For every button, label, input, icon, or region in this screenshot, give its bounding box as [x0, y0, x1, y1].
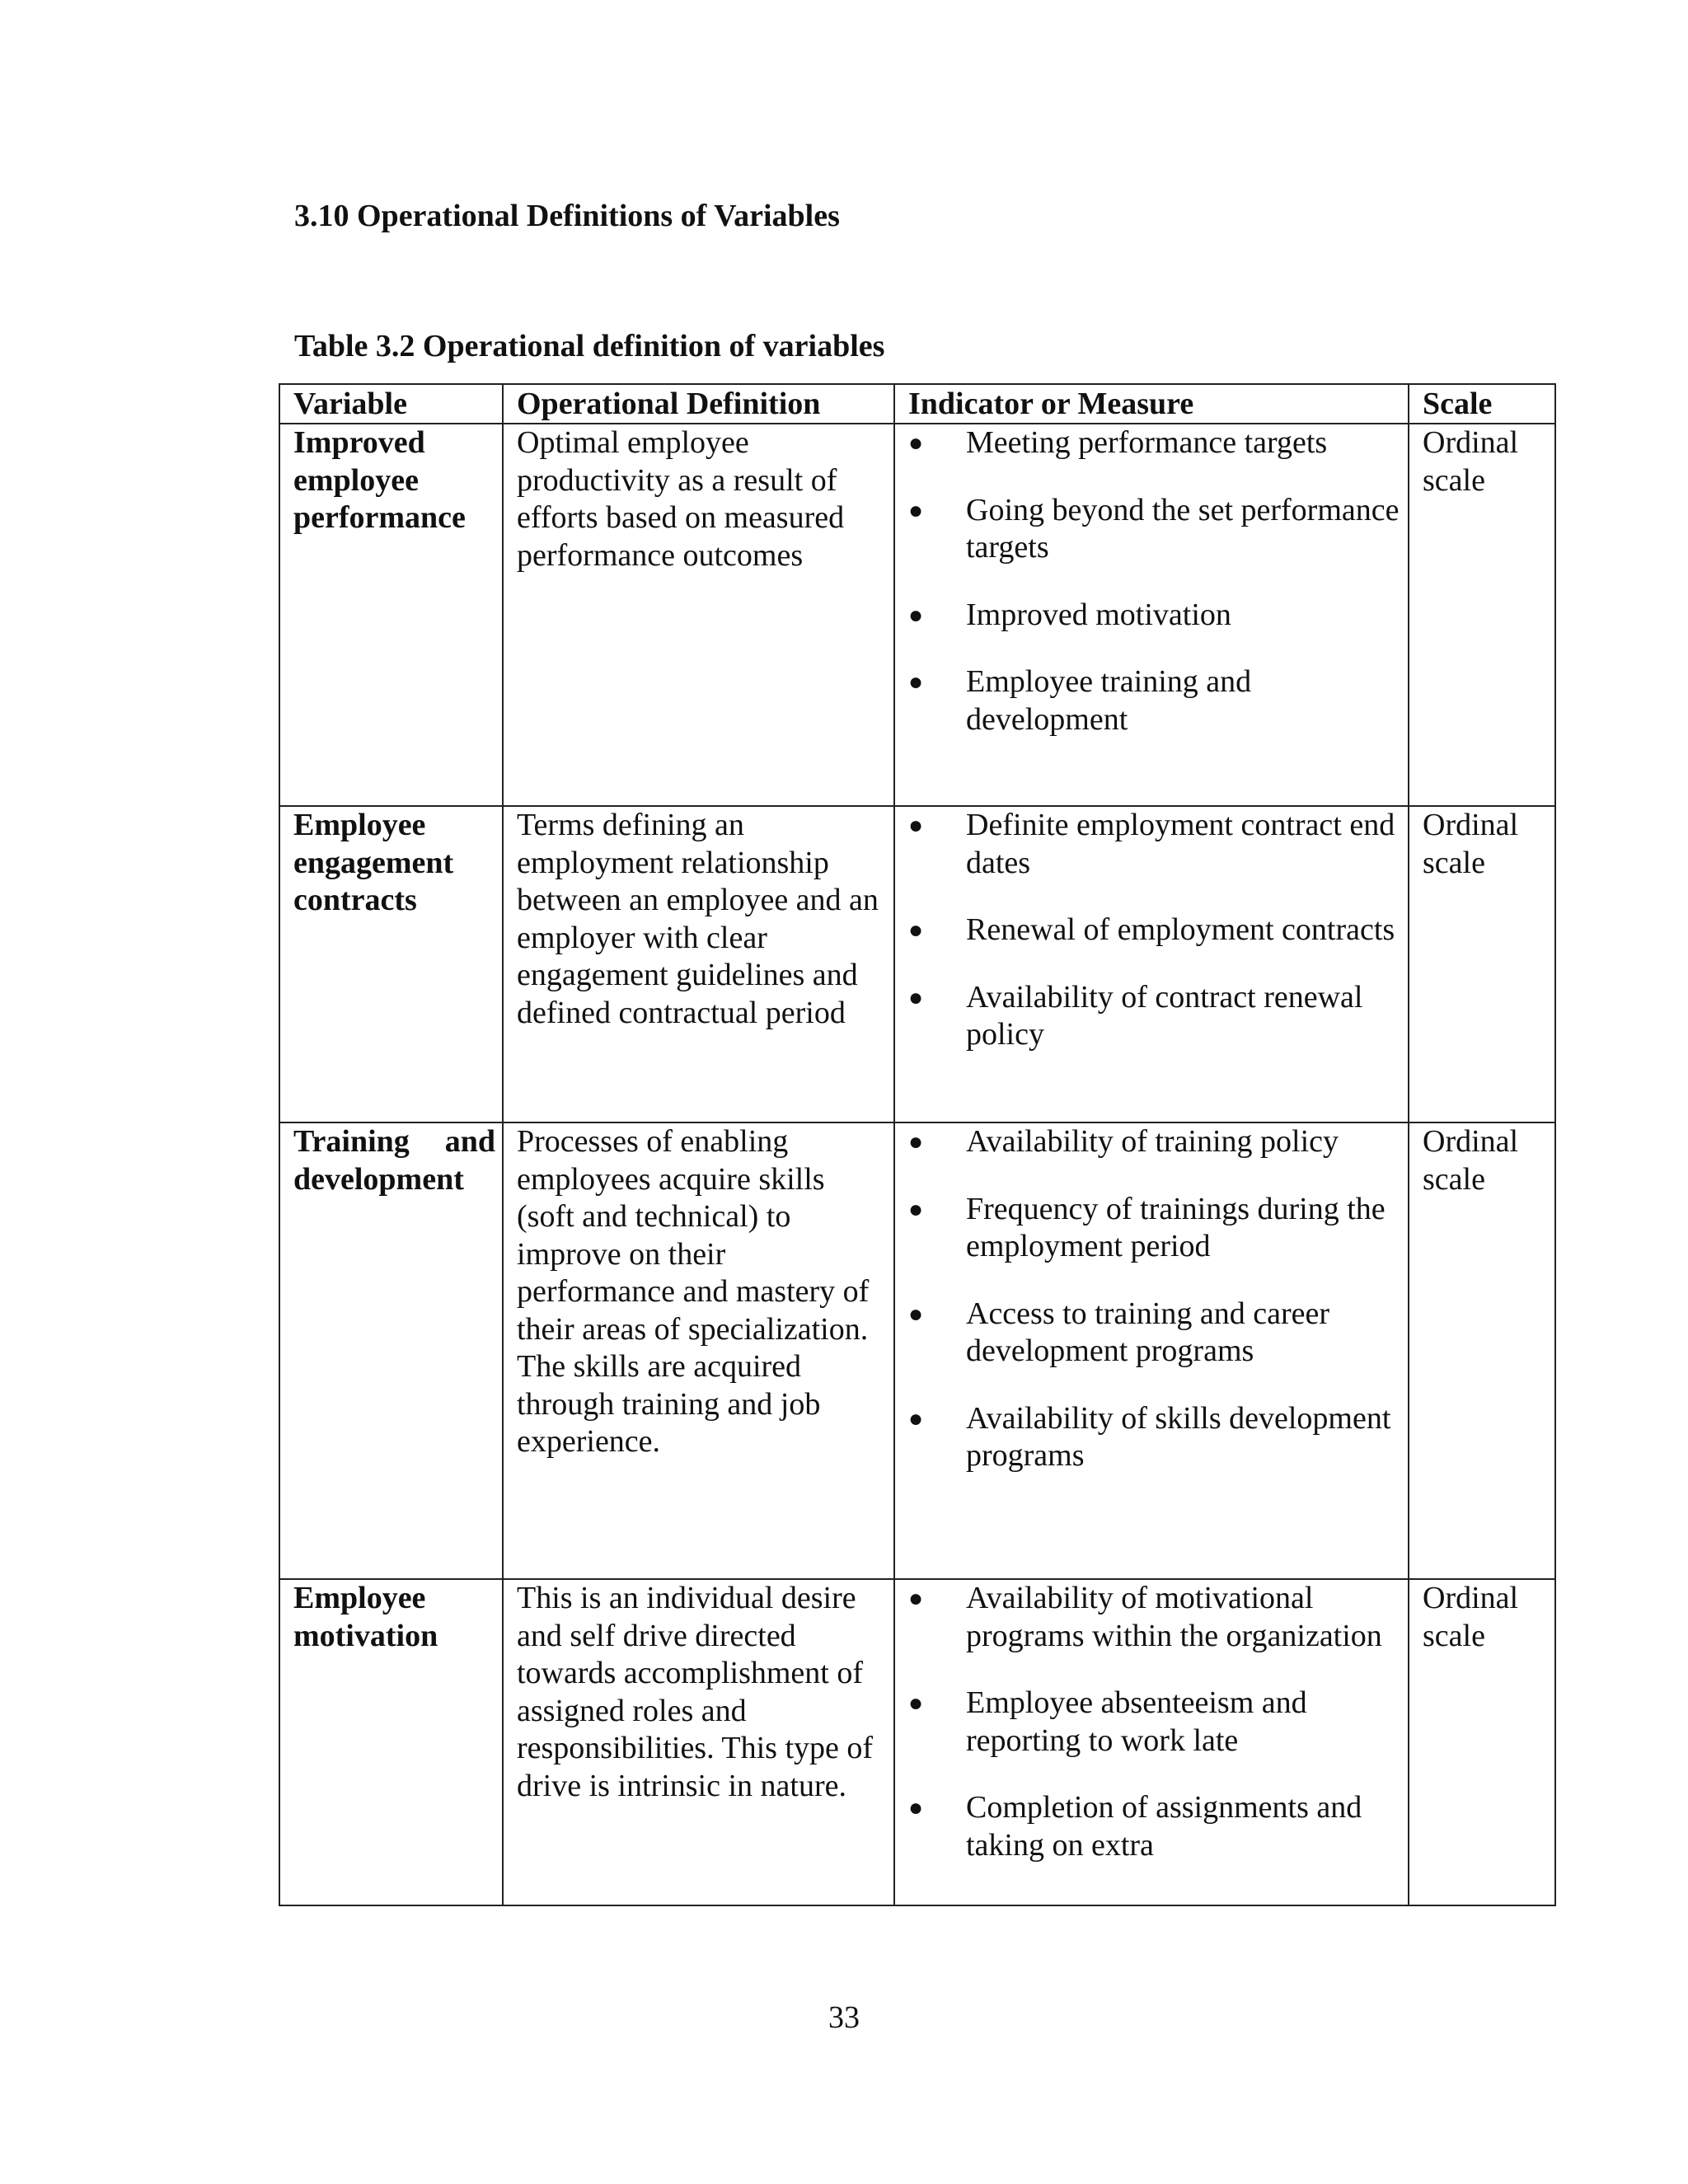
indicator-text: Completion of assignments and taking on extra [966, 1790, 1362, 1863]
bullet-icon: ● [908, 601, 924, 629]
indicator-text: Employee absenteeism and reporting to work late [966, 1685, 1307, 1758]
bullet-icon: ● [908, 496, 924, 524]
definition-cell: Terms defining an employment relationship between an employee and an employer with clear engagement guidelines and defined contractual period [503, 806, 894, 1122]
table-header-row [279, 384, 1555, 424]
definition-cell: Optimal employee productivity as a result of efforts based on measured performance outcomes [503, 424, 894, 806]
indicator-text: Definite employment contract end dates [966, 808, 1395, 880]
indicator-item [908, 1191, 1401, 1266]
header-operational-definition: Operational Definition [503, 384, 894, 424]
indicator-list [908, 424, 1401, 738]
indicator-cell [894, 806, 1409, 1122]
table-row [279, 806, 1555, 1122]
variable-cell: Employee engagement contracts [279, 806, 503, 1122]
bullet-icon: ● [908, 1794, 924, 1821]
section-heading: 3.10 Operational Definitions of Variables [294, 199, 840, 233]
bullet-icon: ● [908, 1690, 924, 1717]
indicator-text: Renewal of employment contracts [966, 912, 1395, 947]
scale-cell: Ordinal scale [1409, 806, 1555, 1122]
indicator-text: Availability of motivational programs within the organization [966, 1581, 1382, 1653]
definition-cell: Processes of enabling employees acquire skills (soft and technical) to improve on their performance and mastery of their areas of specialization. The skills are acquired through training and job experience. [503, 1122, 894, 1579]
indicator-item [908, 979, 1401, 1054]
indicator-item [908, 597, 1401, 635]
indicator-text: Availability of contract renewal policy [966, 979, 1363, 1052]
table-caption: Table 3.2 Operational definition of variables [294, 329, 885, 363]
table-row [279, 424, 1555, 806]
scale-cell: Ordinal scale [1409, 1122, 1555, 1579]
indicator-item [908, 424, 1401, 462]
header-variable: Variable [279, 384, 503, 424]
scale-cell: Ordinal scale [1409, 1579, 1555, 1905]
bullet-icon: ● [908, 1195, 924, 1223]
indicator-list [908, 807, 1401, 1054]
indicator-text: Going beyond the set performance targets [966, 492, 1400, 565]
variable-cell: Training and development [279, 1122, 503, 1579]
indicator-text: Availability of training policy [966, 1124, 1339, 1159]
indicator-list [908, 1580, 1401, 1864]
variable-cell: Employee motivation [279, 1579, 503, 1905]
table-row [279, 1579, 1555, 1905]
indicator-item [908, 1123, 1401, 1161]
indicator-cell [894, 424, 1409, 806]
indicator-text: Employee training and development [966, 664, 1252, 737]
indicator-item [908, 1400, 1401, 1475]
definition-cell: This is an individual desire and self drive directed towards accomplishment of assigned roles and responsibilities. This type of drive is intrinsic in nature. [503, 1579, 894, 1905]
indicator-text: Availability of skills development programs [966, 1400, 1391, 1473]
indicator-text: Frequency of trainings during the employment period [966, 1191, 1386, 1263]
scale-cell: Ordinal scale [1409, 424, 1555, 806]
indicator-item [908, 1296, 1401, 1371]
indicator-item [908, 1580, 1401, 1655]
indicator-text: Meeting performance targets [966, 425, 1328, 460]
bullet-icon: ● [908, 1585, 924, 1612]
indicator-item [908, 1789, 1401, 1864]
bullet-icon: ● [908, 983, 924, 1011]
bullet-icon: ● [908, 668, 924, 696]
operational-definitions-table [279, 383, 1556, 1906]
indicator-item [908, 663, 1401, 738]
indicator-item [908, 912, 1401, 949]
indicator-text: Access to training and career development programs [966, 1296, 1330, 1368]
bullet-icon: ● [908, 429, 924, 457]
indicator-cell [894, 1122, 1409, 1579]
indicator-cell [894, 1579, 1409, 1905]
bullet-icon: ● [908, 1128, 924, 1155]
bullet-icon: ● [908, 1300, 924, 1328]
bullet-icon: ● [908, 1404, 924, 1432]
indicator-item [908, 492, 1401, 567]
header-indicator-or-measure: Indicator or Measure [894, 384, 1409, 424]
table-row [279, 1122, 1555, 1579]
indicator-list [908, 1123, 1401, 1475]
indicator-item [908, 807, 1401, 882]
variable-cell: Improved employee performance [279, 424, 503, 806]
header-scale: Scale [1409, 384, 1555, 424]
bullet-icon: ● [908, 916, 924, 944]
bullet-icon: ● [908, 812, 924, 839]
indicator-text: Improved motivation [966, 597, 1231, 632]
page-number: 33 [828, 2000, 860, 2035]
indicator-item [908, 1685, 1401, 1760]
